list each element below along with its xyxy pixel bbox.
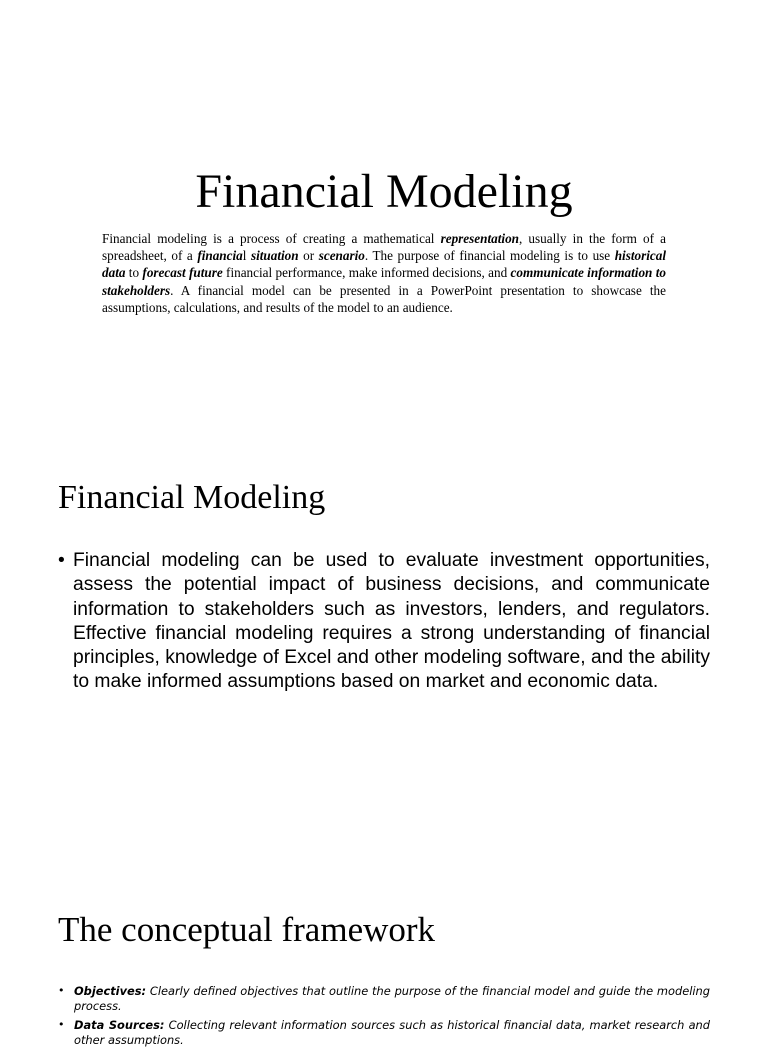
framework-item-label: Objectives: — [74, 984, 147, 998]
emphasis-text: situation — [250, 248, 299, 264]
emphasis-text: historical data — [102, 248, 666, 281]
emphasis-text: communicate information to stakeholders — [102, 265, 666, 298]
slide-1-title: Financial Modeling — [195, 165, 573, 218]
bullet-icon: • — [58, 550, 65, 571]
emphasis-text: financia — [197, 248, 243, 264]
bullet-icon: • — [58, 1017, 65, 1031]
slide-2-title: Financial Modeling — [58, 479, 326, 516]
body-text: l — [242, 248, 251, 264]
framework-item-data-sources — [58, 1017, 710, 1048]
body-text: financial performance, make informed decisions, and — [222, 265, 511, 281]
slide-3-title: The conceptual framework — [58, 910, 436, 949]
slide-3-bullet-list — [58, 984, 710, 1048]
slide-2-bullet-text: Financial modeling can be used to evaluate investment opportunities, assess the potential impact of business decisions, and communicate information to stakeholders such as investors, lenders, and regulators. Effective financial modeling requires a strong understanding of financial principles, knowledge of Excel and other modeling software, and the ability to make informed assumptions based on market and economic data. — [73, 550, 710, 693]
emphasis-text: scenario — [318, 248, 365, 264]
slide-3 — [0, 864, 768, 1048]
body-text: , usually in the form of a spreadsheet, of a — [102, 231, 667, 264]
slide-2-bullet-item — [58, 549, 710, 695]
body-text: . The purpose of financial modeling is to use — [364, 248, 615, 264]
framework-item-objectives — [58, 984, 710, 1015]
body-text: or — [298, 248, 319, 264]
framework-item-text: Collecting relevant information sources such as historical financial data, market research and other assumptions. — [74, 1017, 710, 1048]
emphasis-text: forecast future — [142, 265, 223, 281]
slide-1 — [0, 0, 768, 432]
slide-2-bullet-list — [58, 549, 710, 695]
emphasis-text: representation — [440, 231, 519, 246]
slide-2 — [0, 432, 768, 864]
framework-item-label: Data Sources: — [74, 1017, 165, 1032]
body-text: to — [125, 265, 143, 281]
slide-1-body — [102, 230, 666, 316]
body-text: Financial modeling is a process of creating a mathematical — [102, 231, 441, 246]
framework-item-text: Clearly defined objectives that outline the purpose of the financial model and guide the modeling process. — [74, 984, 710, 1014]
bullet-icon: • — [58, 984, 65, 997]
body-text: . A financial model can be presented in a PowerPoint presentation to showcase the assumptions, calculations, and results of the model to an audience. — [102, 282, 666, 315]
